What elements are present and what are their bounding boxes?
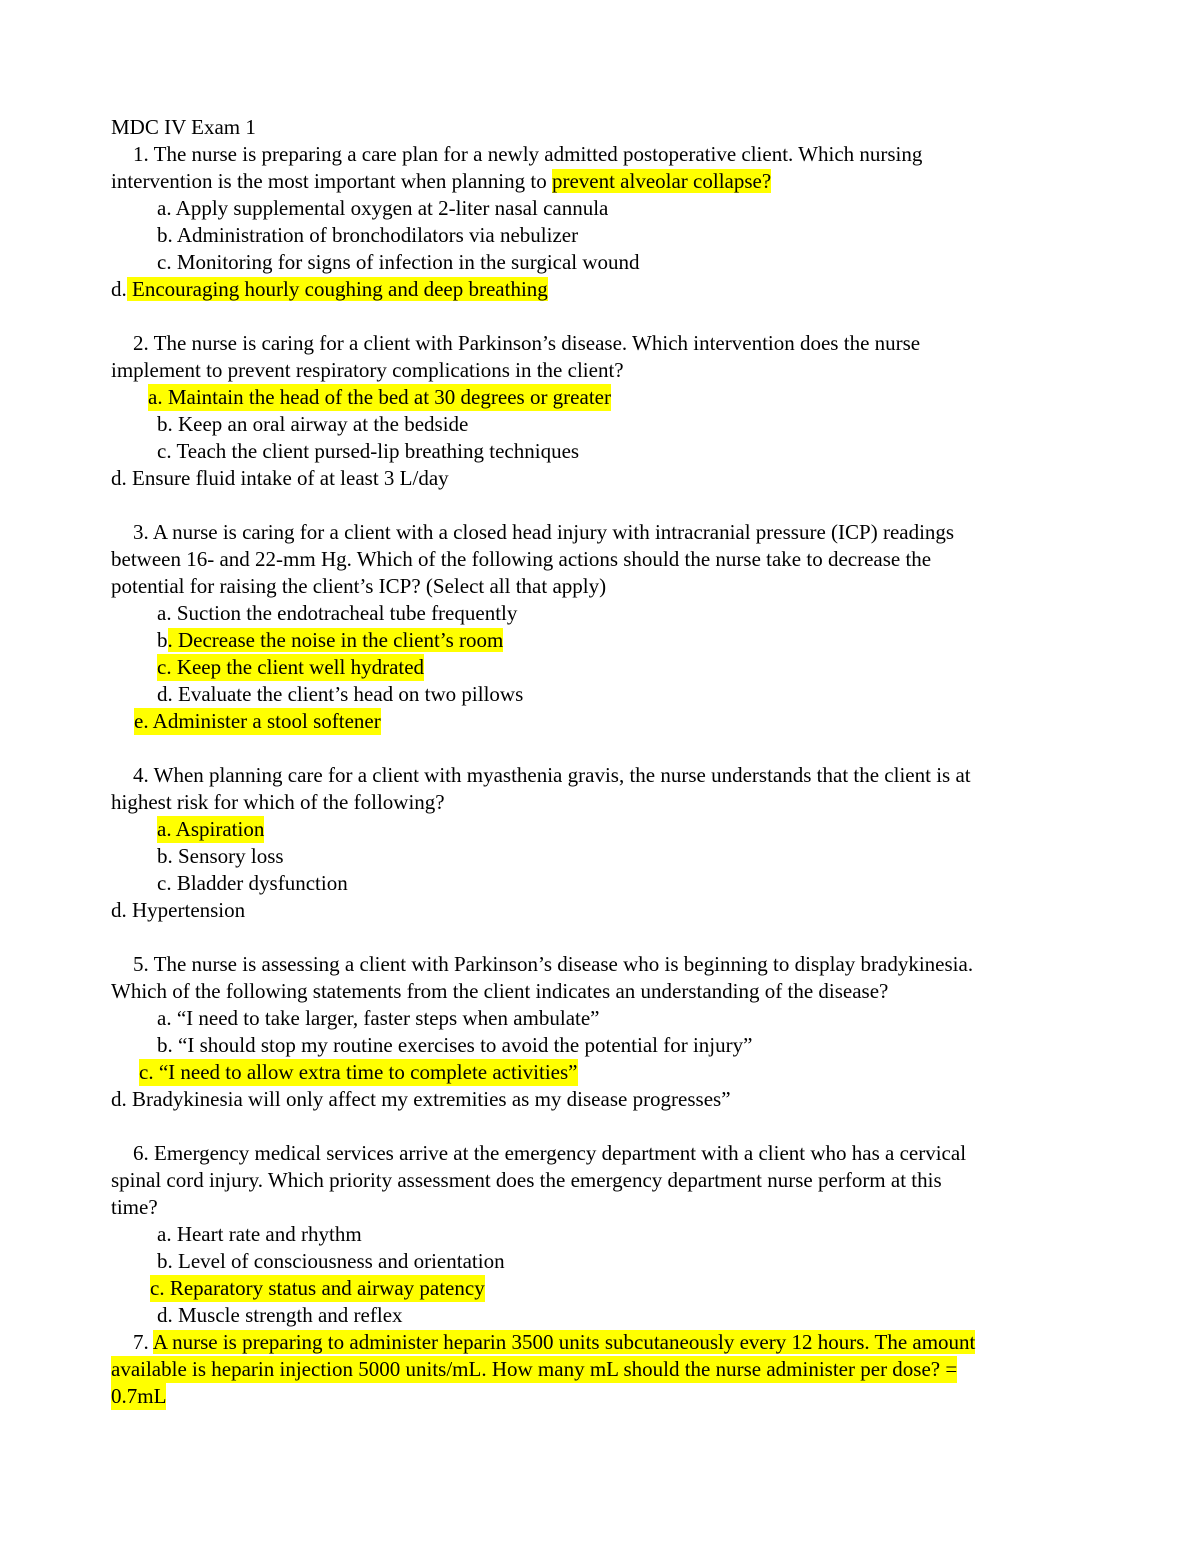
q2-stem-line-1: 2. The nurse is caring for a client with Parkinson’s disease. Which intervention does the nurse <box>133 331 921 355</box>
q6-option-c-answer: c. Reparatory status and airway patency <box>150 1276 485 1300</box>
q1-option-c: c. Monitoring for signs of infection in the surgical wound <box>157 250 640 274</box>
q5-option-d: d. Bradykinesia will only affect my extremities as my disease progresses” <box>111 1087 731 1111</box>
q7-stem-line-2: available is heparin injection 5000 units/mL. How many mL should the nurse administer per dose? = <box>111 1357 958 1381</box>
q4-option-a-answer: a. Aspiration <box>157 817 265 841</box>
q5-option-b: b. “I should stop my routine exercises to avoid the potential for injury” <box>157 1033 753 1057</box>
q3-stem-line-1: 3. A nurse is caring for a client with a closed head injury with intracranial pressure (ICP) readings <box>133 520 955 544</box>
q3-option-d: d. Evaluate the client’s head on two pillows <box>157 682 524 706</box>
q1-stem-text: intervention is the most important when planning to <box>111 169 552 193</box>
q1-option-d-answer: Encouraging hourly coughing and deep breathing <box>126 277 548 301</box>
q1-option-d-letter: d. <box>111 277 127 301</box>
q3-option-a: a. Suction the endotracheal tube frequently <box>157 601 518 625</box>
q2-option-a-answer: a. Maintain the head of the bed at 30 degrees or greater <box>148 385 611 409</box>
q5-stem-line-2: Which of the following statements from the client indicates an understanding of the disease? <box>111 979 889 1003</box>
q5-option-c-answer: c. “I need to allow extra time to complete activities” <box>139 1060 578 1084</box>
q4-option-b: b. Sensory loss <box>157 844 284 868</box>
q1-option-b: b. Administration of bronchodilators via nebulizer <box>157 223 579 247</box>
q6-stem-line-3: time? <box>111 1195 158 1219</box>
q1-stem-highlight: prevent alveolar collapse? <box>551 169 772 193</box>
q1-option-a: a. Apply supplemental oxygen at 2-liter nasal cannula <box>157 196 609 220</box>
q1-stem-line-2 <box>111 168 771 195</box>
q7-number: 7. <box>133 1330 149 1354</box>
q3-stem-line-2: between 16- and 22-mm Hg. Which of the following actions should the nurse take to decrease the <box>111 547 932 571</box>
q2-option-c: c. Teach the client pursed-lip breathing techniques <box>157 439 580 463</box>
q6-option-b: b. Level of consciousness and orientation <box>157 1249 505 1273</box>
q6-option-a: a. Heart rate and rhythm <box>157 1222 362 1246</box>
q7-stem-line-1 <box>133 1329 975 1356</box>
q3-stem-line-3: potential for raising the client’s ICP? (Select all that apply) <box>111 574 607 598</box>
q5-option-a: a. “I need to take larger, faster steps when ambulate” <box>157 1006 600 1030</box>
q3-option-c-answer: c. Keep the client well hydrated <box>157 655 425 679</box>
q4-stem-line-1: 4. When planning care for a client with myasthenia gravis, the nurse understands that the client is at <box>133 763 971 787</box>
q1-option-d <box>111 276 548 303</box>
q6-stem-line-1: 6. Emergency medical services arrive at the emergency department with a client who has a cervical <box>133 1141 967 1165</box>
q3-option-e-answer: e. Administer a stool softener <box>134 709 381 733</box>
q2-option-b: b. Keep an oral airway at the bedside <box>157 412 469 436</box>
q5-stem-line-1: 5. The nurse is assessing a client with Parkinson’s disease who is beginning to display bradykinesia. <box>133 952 974 976</box>
q4-stem-line-2: highest risk for which of the following? <box>111 790 445 814</box>
q4-option-d: d. Hypertension <box>111 898 246 922</box>
q1-stem-line-1: 1. The nurse is preparing a care plan for a newly admitted postoperative client. Which nursing <box>133 142 923 166</box>
q3-option-b-answer: . Decrease the noise in the client’s room <box>167 628 504 652</box>
q3-option-b-letter: b <box>157 628 168 652</box>
q6-stem-line-2: spinal cord injury. Which priority assessment does the emergency department nurse perform at this <box>111 1168 942 1192</box>
q7-stem-highlight-1: A nurse is preparing to administer heparin 3500 units subcutaneously every 12 hours. The amount <box>152 1330 976 1354</box>
q2-stem-line-2: implement to prevent respiratory complications in the client? <box>111 358 624 382</box>
q7-answer: 0.7mL <box>111 1384 167 1408</box>
q3-option-b <box>157 627 503 654</box>
q4-option-c: c. Bladder dysfunction <box>157 871 348 895</box>
document-title: MDC IV Exam 1 <box>111 115 256 139</box>
q2-option-d: d. Ensure fluid intake of at least 3 L/day <box>111 466 449 490</box>
q6-option-d: d. Muscle strength and reflex <box>157 1303 403 1327</box>
